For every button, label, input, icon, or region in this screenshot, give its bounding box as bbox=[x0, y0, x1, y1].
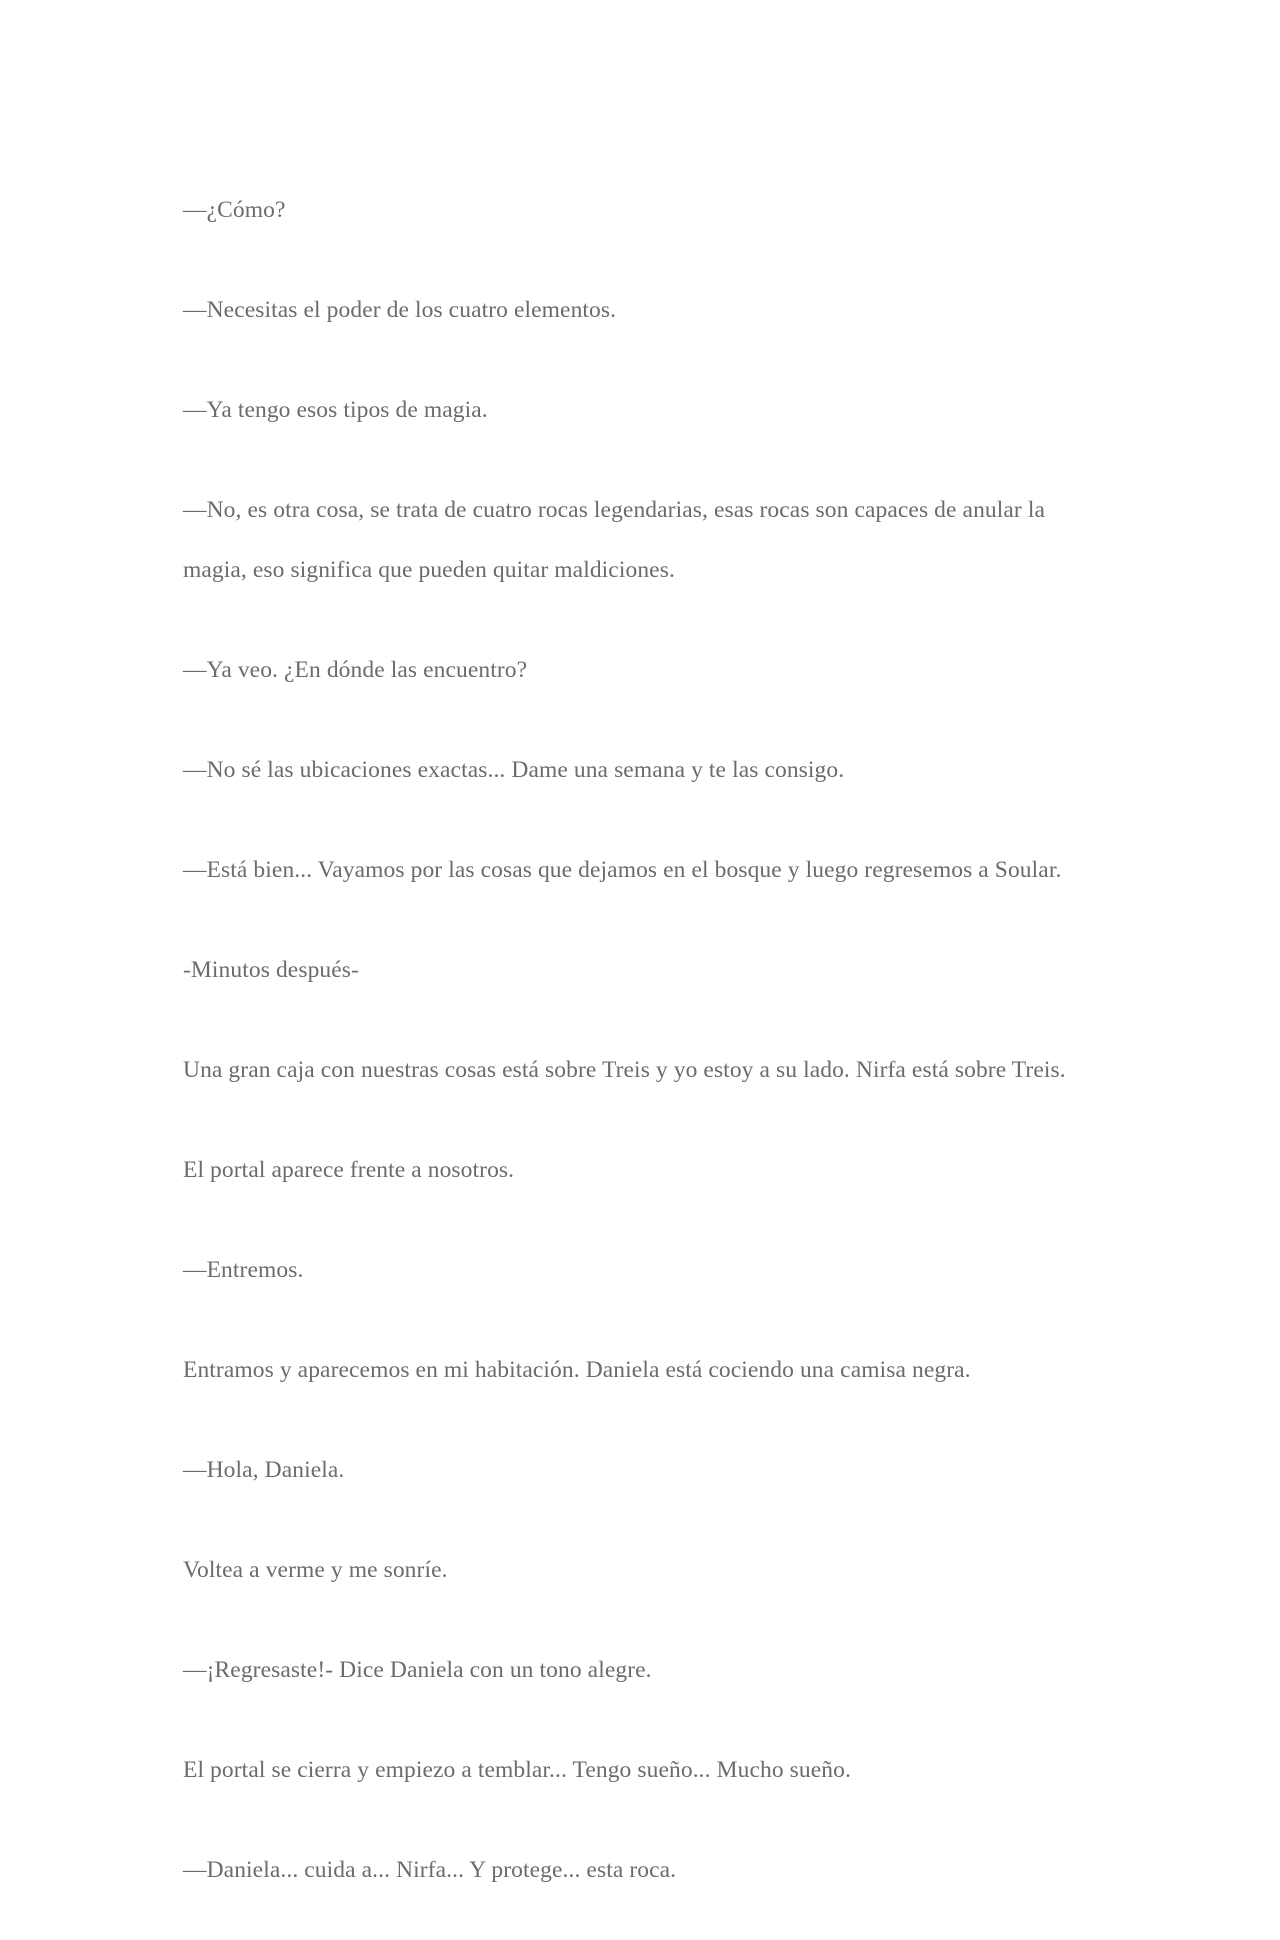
paragraph: Una gran caja con nuestras cosas está sobre Treis y yo estoy a su lado. Nirfa está sobre Treis. bbox=[183, 1057, 1066, 1083]
paragraph: —Ya veo. ¿En dónde las encuentro? bbox=[183, 657, 528, 683]
paragraph: Entramos y aparecemos en mi habitación. Daniela está cociendo una camisa negra. bbox=[183, 1357, 971, 1383]
document-body bbox=[183, 180, 1103, 1940]
paragraph: —No sé las ubicaciones exactas... Dame una semana y te las consigo. bbox=[183, 757, 845, 783]
paragraph: —¿Cómo? bbox=[183, 197, 286, 223]
paragraph: -Minutos después- bbox=[183, 957, 359, 983]
paragraph: —Entremos. bbox=[183, 1257, 304, 1283]
paragraph: —Hola, Daniela. bbox=[183, 1457, 345, 1483]
paragraph: —No, es otra cosa, se trata de cuatro rocas legendarias, esas rocas son capaces de anular la magia, eso significa que pueden quitar maldiciones. bbox=[183, 497, 1045, 583]
paragraph: —¡Regresaste!- Dice Daniela con un tono alegre. bbox=[183, 1657, 652, 1683]
paragraph: —Necesitas el poder de los cuatro elementos. bbox=[183, 297, 617, 323]
paragraph: —Daniela... cuida a... Nirfa... Y protege... esta roca. bbox=[183, 1857, 677, 1883]
paragraph: El portal se cierra y empiezo a temblar... Tengo sueño... Mucho sueño. bbox=[183, 1757, 851, 1783]
paragraph: —Está bien... Vayamos por las cosas que dejamos en el bosque y luego regresemos a Soular. bbox=[183, 857, 1062, 883]
paragraph: Voltea a verme y me sonríe. bbox=[183, 1557, 448, 1583]
paragraph: El portal aparece frente a nosotros. bbox=[183, 1157, 515, 1183]
paragraph: —Ya tengo esos tipos de magia. bbox=[183, 397, 488, 423]
